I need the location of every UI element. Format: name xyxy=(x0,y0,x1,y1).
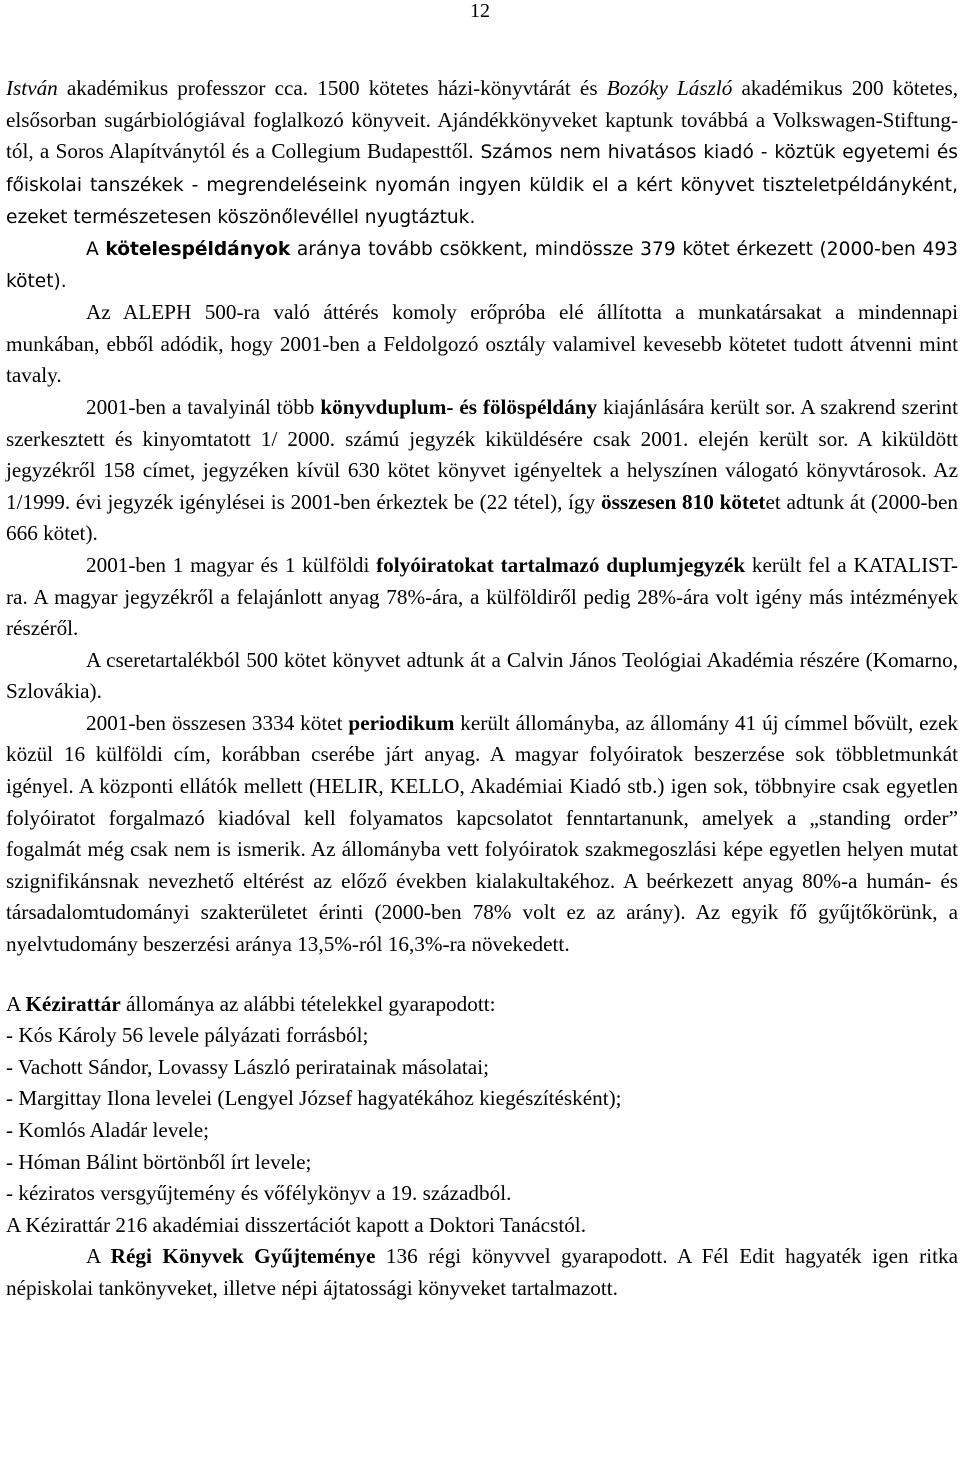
bold-term: periodikum xyxy=(348,710,455,735)
section-gap xyxy=(6,961,958,989)
person-name: Bozóky László xyxy=(606,76,733,100)
paragraph-manuscripts xyxy=(6,989,958,1021)
list-item: - kéziratos versgyűjtemény és vőfélykönyv a 19. századból. xyxy=(6,1181,512,1206)
bold-term: összesen 810 kötet xyxy=(600,489,766,514)
text-span: 2001-ben 1 magyar és 1 külföldi xyxy=(86,552,377,577)
list-item: - Hóman Bálint börtönből írt levele; xyxy=(6,1149,312,1174)
bold-term: könyvduplum- és fölöspéldány xyxy=(320,394,598,419)
person-name: István xyxy=(6,76,58,100)
text-span: 136 régi könyvvel gyarapodott. A Fél Edit hagyaték igen ritka népiskolai tankönyveket, illetve népi ájtatossági könyveket tartalmazott. xyxy=(6,1244,958,1300)
text-span: akadémikus 200 kötetes, elsősorban sugárbiológiával foglalkozó könyveit. Ajándékkönyveket kaptunk továbbá a Volkswagen-Stiftung-tól, a Soros Alapítványtól és a Collegium Budapesttől. xyxy=(6,76,958,164)
paragraph-dissertations xyxy=(6,1210,958,1242)
text-span: A xyxy=(86,1244,111,1269)
list-item: - Margittay Ilona levelei (Lengyel József hagyatékához kiegészítésként); xyxy=(6,1086,622,1111)
paragraph-duplicates xyxy=(6,392,958,550)
text-span: kiajánlására került sor. A szakrend szerint szerkesztett és kinyomtatott 1/ 2000. számú jegyzék kiküldésére csak 2001. elején került sor. A kiküldött jegyzékről 158 címet, jegyzéken kívül 630 kötet könyvet igényeltek a helyszínen válogató könyvtárosok. Az 1/1999. évi jegyzék igénylései is 2001-ben érkeztek be (22 tétel), így xyxy=(6,394,958,514)
manuscript-list xyxy=(6,1020,958,1210)
paragraph-legal-deposit xyxy=(6,234,958,297)
page-number: 12 xyxy=(470,0,490,22)
list-item: - Vachott Sándor, Lovassy László periratainak másolatai; xyxy=(6,1054,489,1079)
text-span: A xyxy=(86,238,106,260)
text-span: került állományba, az állomány 41 új címmel bővült, ezek közül 16 külföldi cím, korábban cserébe járt anyag. A magyar folyóiratok beszerzése sok többletmunkát igényel. A központi ellátók mellett (HELIR, KELLO, Akadémiai Kiadó stb.) igen sok, többnyire csak egyetlen folyóiratot forgalmazó kiadóval kell folyamatos kapcsolatot fenntartanunk, amelyek a „standing order” fogalmát még csak nem is ismerik. Az állományba vett folyóiratok szakmegoszlási képe egyetlen helyen mutat szignifikánsnak nevezhető eltérést az előző években kialakultakéhoz. A beérkezett anyag 80%-a humán- és társadalomtudományi szakterületet érinti (2000-ben 78% volt ez az arány). Az egyik fő gyűjtőkörünk, a nyelvtudomány beszerzési aránya 13,5%-ról 16,3%-ra növekedett. xyxy=(6,710,958,957)
bold-term: kötelespéldányok xyxy=(105,238,291,260)
text-span: akadémikus professzor cca. 1500 kötetes házi-könyvtárát és xyxy=(57,76,607,100)
text-span: A cseretartalékból 500 kötet könyvet adtunk át a Calvin János Teológiai Akadémia részére (Komarno, Szlovákia). xyxy=(6,647,958,704)
text-span: A Kézirattár 216 akadémiai disszertációt kapott a Doktori Tanácstól. xyxy=(6,1212,586,1237)
text-span: Számos nem hivatásos kiadó - köztük egyetemi és főiskolai tanszékek - megrendeléseink nyomán ingyen küldik el a kért könyvet tiszteletpéldányként, ezeket természetesen köszönőlevéllel nyugtáztuk. xyxy=(6,142,958,229)
bold-term: Régi Könyvek Gyűjteménye xyxy=(110,1244,376,1269)
bold-term: folyóiratokat tartalmazó duplumjegyzék xyxy=(376,552,746,577)
text-span: került fel a KATALIST-ra. A magyar jegyzékről a felajánlott anyag 78%-ára, a külföldiről pedig 28%-ára volt igény más intézmények részéről. xyxy=(6,552,958,641)
text-span: et adtunk át (2000-ben 666 kötet). xyxy=(6,489,959,546)
paragraph-exchange xyxy=(6,645,958,708)
text-span: Az ALEPH 500-ra való áttérés komoly erőpróba elé állította a munkatársakat a mindennapi munkában, ebből adódik, hogy 2001-ben a Feldolgozó osztály valamivel kevesebb kötetet tudott átvenni mint tavaly. xyxy=(6,300,958,388)
list-item: - Kós Károly 56 levele pályázati forrásból; xyxy=(6,1023,369,1048)
bold-term: Kézirattár xyxy=(25,991,121,1016)
list-item: - Komlós Aladár levele; xyxy=(6,1118,209,1142)
paragraph-donations xyxy=(6,73,958,234)
text-span: aránya tovább csökkent, mindössze 379 kötet érkezett (2000-ben 493 kötet). xyxy=(6,238,958,292)
document-body xyxy=(6,73,958,1305)
text-span: 2001-ben a tavalyinál több xyxy=(86,394,321,419)
paragraph-aleph xyxy=(6,297,958,392)
text-span: 2001-ben összesen 3334 kötet xyxy=(86,710,349,735)
text-span: A xyxy=(6,991,26,1016)
paragraph-old-books xyxy=(6,1241,958,1304)
paragraph-journal-duplicates xyxy=(6,550,958,645)
paragraph-periodicals xyxy=(6,708,958,961)
text-span: állománya az alábbi tételekkel gyarapodott: xyxy=(120,991,496,1016)
